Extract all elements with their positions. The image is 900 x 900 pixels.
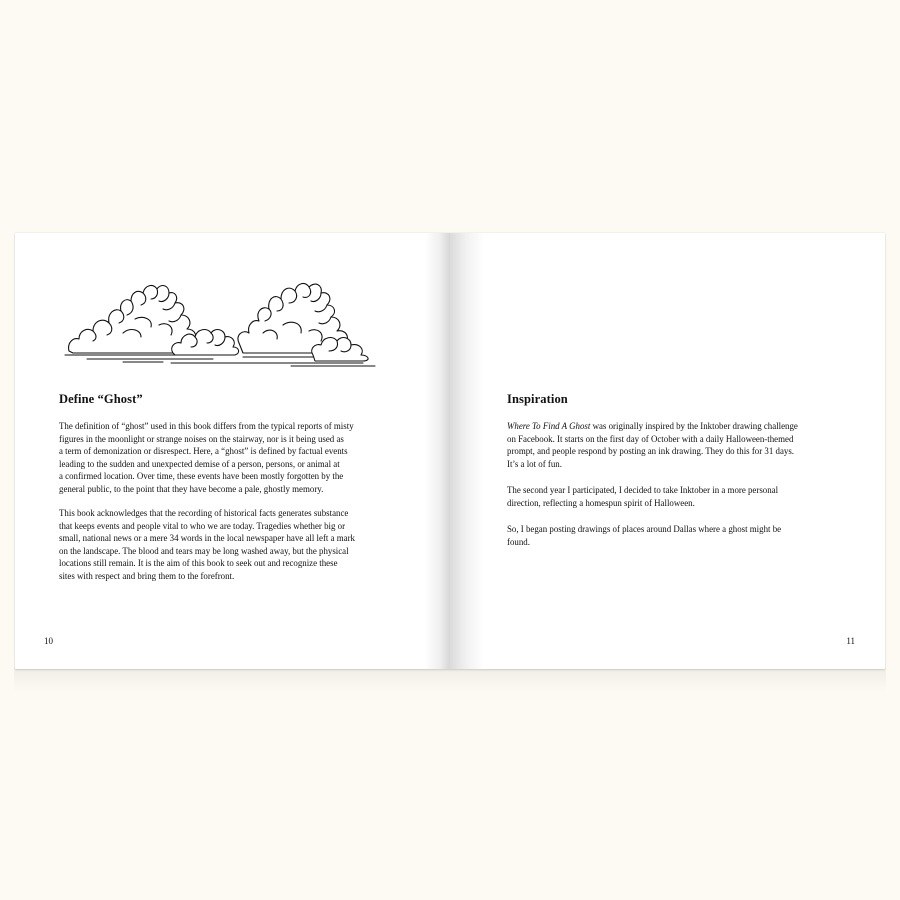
clouds-illustration-icon (63, 263, 383, 368)
text-run: was originally inspired by the Inktober drawing challenge (590, 421, 798, 431)
gutter-shadow-right (450, 233, 484, 669)
open-book-spread (15, 233, 885, 669)
text-line: that keeps events and people vital to who we are today. Tragedies whether big or (59, 520, 346, 531)
text-line (507, 420, 798, 433)
text-line: on Facebook. It starts on the first day of October with a daily Halloween-themed (507, 433, 794, 444)
text-line: prompt, and people respond by posting an ink drawing. They do this for 31 days. (507, 446, 794, 456)
paragraph (59, 420, 354, 495)
paragraph (507, 420, 798, 470)
book-title: Where To Find A Ghost (507, 421, 591, 431)
page-number: 11 (846, 636, 855, 646)
page-heading: Define “Ghost” (59, 392, 143, 406)
left-page (15, 233, 450, 669)
page-number: 10 (44, 636, 53, 646)
text-line: The second year I participated, I decided to take Inktober in a more personal (507, 485, 779, 495)
text-line: a term of demonization or disrespect. Here, a “ghost” is defined by factual events (59, 446, 348, 456)
text-line: sites with respect and bring them to the forefront. (59, 570, 235, 581)
text-line: So, I began posting drawings of places around Dallas where a ghost might be (507, 524, 782, 534)
text-line: It’s a lot of fun. (507, 458, 562, 469)
text-line: found. (507, 536, 530, 547)
right-page (450, 233, 885, 669)
text-line: general public, to the point that they have become a pale, ghostly memory. (59, 483, 324, 494)
text-line: a confirmed location. Over time, these events have been mostly forgotten by the (59, 471, 344, 481)
text-line: on the landscape. The blood and tears may be long washed away, but the physical (59, 545, 349, 556)
text-line: small, national news or a mere 34 words in the local newspaper have all left a mark (59, 533, 355, 543)
text-line: The definition of “ghost” used in this book differs from the typical reports of misty (59, 421, 354, 431)
text-line: This book acknowledges that the recording of historical facts generates substance (59, 508, 349, 518)
paragraph (59, 507, 355, 582)
paragraph (507, 523, 781, 548)
text-line: figures in the moonlight or strange noises on the stairway, nor is it being used as (59, 433, 344, 444)
book-shadow (14, 668, 886, 692)
paragraph (507, 484, 778, 509)
text-line: leading to the sudden and unexpected demise of a person, persons, or animal at (59, 458, 340, 469)
text-line: direction, reflecting a homespun spirit of Halloween. (507, 497, 695, 508)
text-line: locations still remain. It is the aim of this book to seek out and recognize these (59, 558, 338, 568)
page-heading: Inspiration (507, 392, 568, 406)
gutter-shadow-left (424, 233, 450, 669)
